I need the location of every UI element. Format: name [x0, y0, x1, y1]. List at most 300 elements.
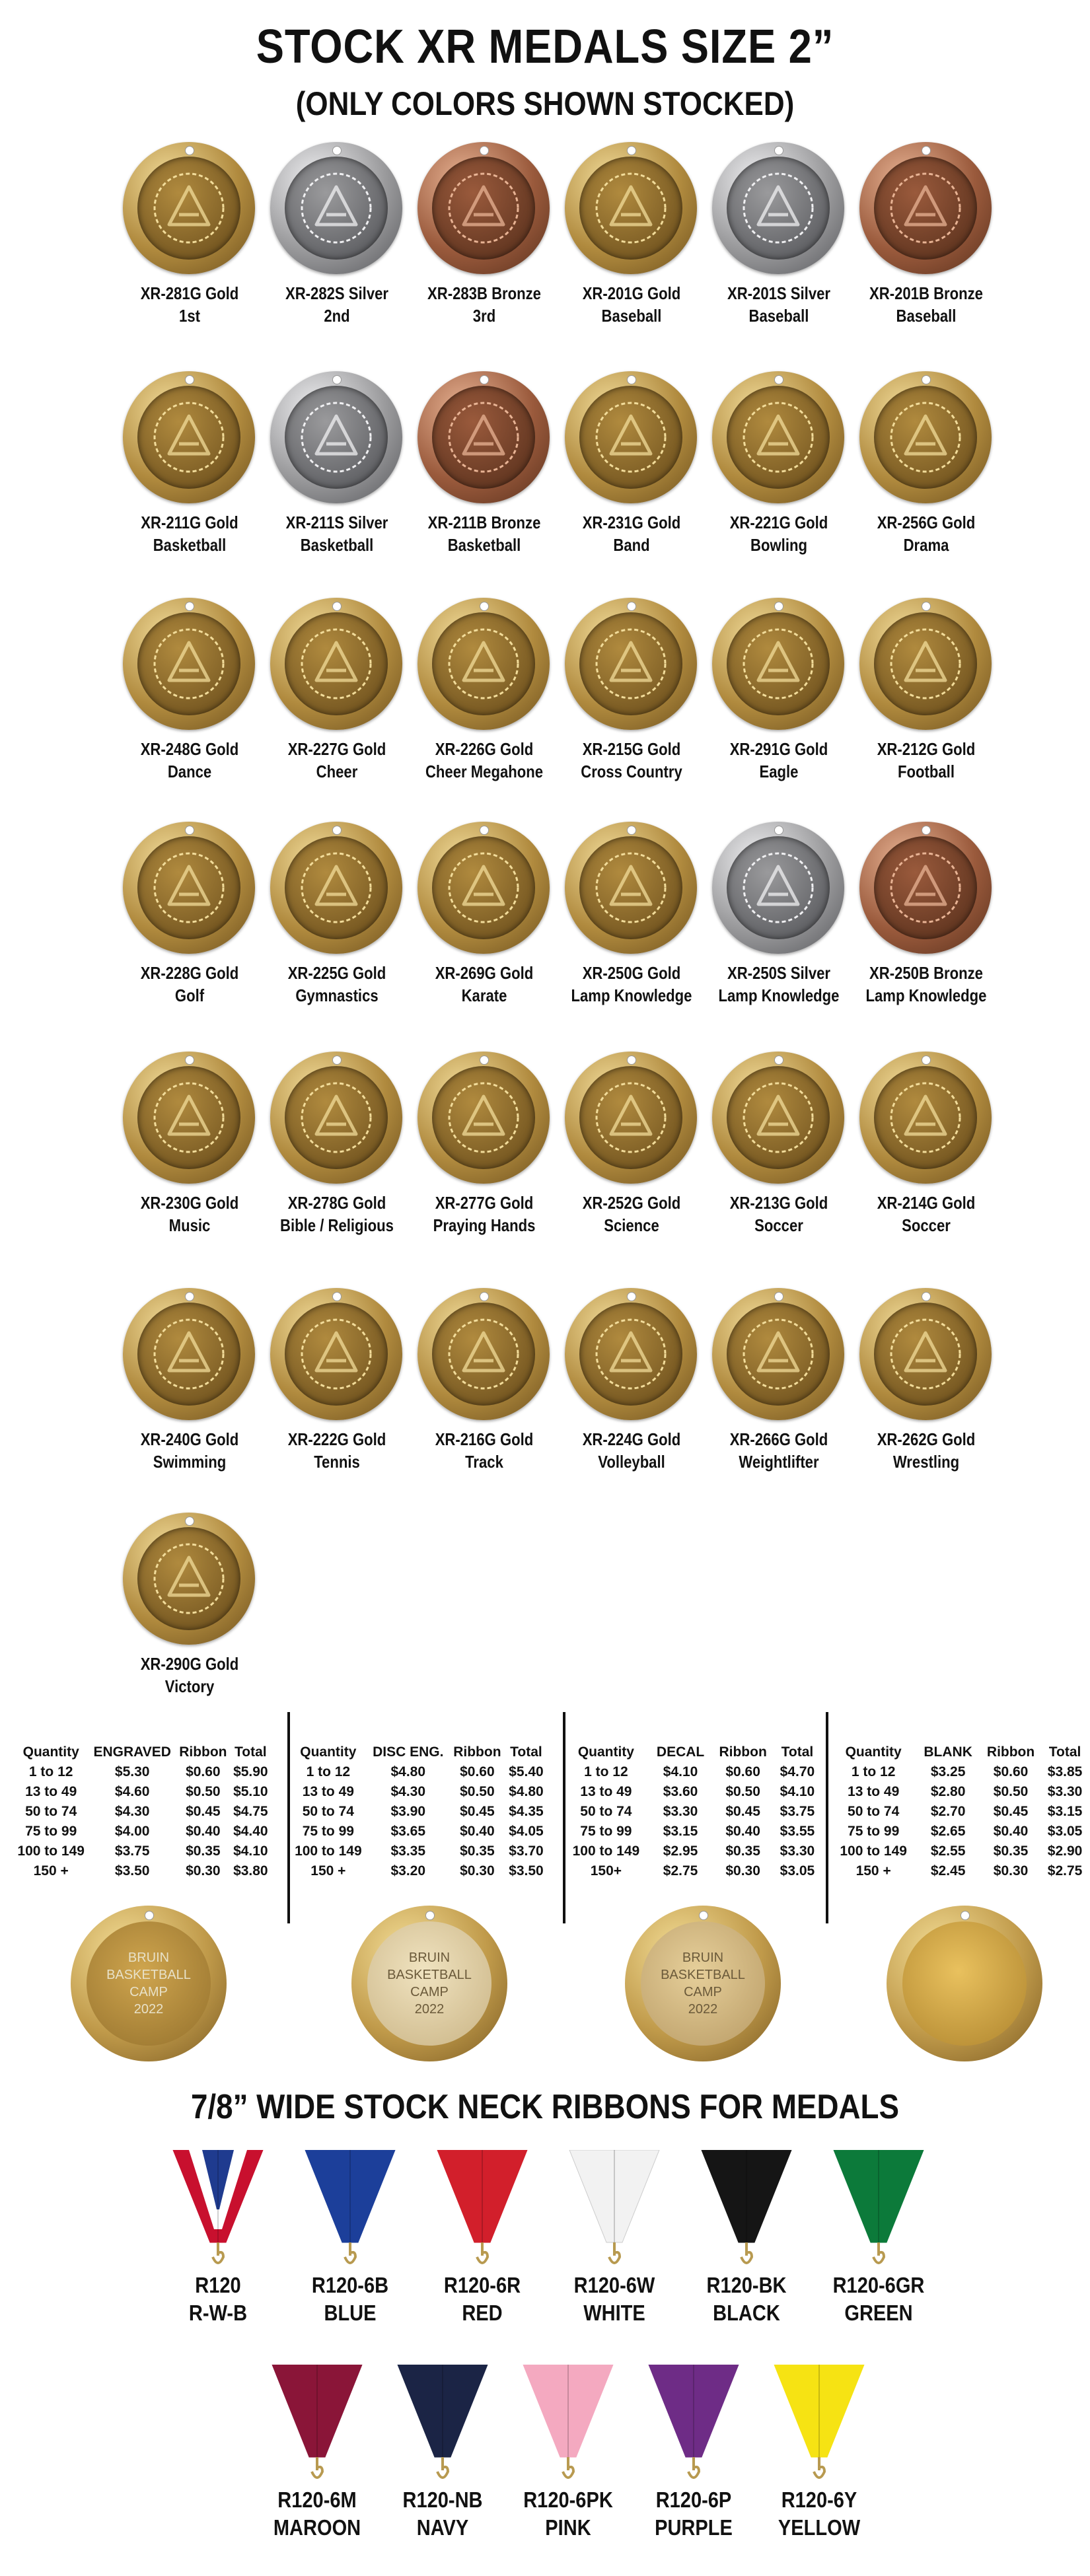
- medal-name: Lamp Knowledge: [571, 985, 692, 1005]
- pricing-row: [289, 1861, 547, 1881]
- ribbons-title: 7/8” WIDE STOCK NECK RIBBONS FOR MEDALS: [190, 2088, 900, 2126]
- pricing-row: [830, 1762, 1088, 1782]
- ribbon-code: R120-6R: [443, 2273, 521, 2297]
- medal-hole: [480, 146, 489, 155]
- pricing-cell: $3.25: [930, 1764, 966, 1779]
- medal-code: XR-213G Gold: [729, 1193, 828, 1213]
- medal-code: XR-215G Gold: [582, 739, 681, 759]
- pricing-row: [830, 1802, 1088, 1822]
- pricing-row: [563, 1762, 820, 1782]
- medal-caption: [856, 511, 997, 556]
- medal-image: [418, 371, 550, 503]
- sample-medal-face: [902, 1921, 1027, 2046]
- baseball-bats-icon: [739, 168, 818, 248]
- pricing-cell: $3.30: [663, 1804, 698, 1819]
- medal-image: [418, 1052, 550, 1184]
- pricing-cell: $5.90: [233, 1764, 268, 1779]
- medal-name: Victory: [164, 1676, 215, 1696]
- ribbon-code: R120-6Y: [781, 2487, 857, 2512]
- medal-name: Baseball: [748, 306, 809, 326]
- ribbon-color-name: PURPLE: [655, 2515, 733, 2540]
- medal-hole: [480, 1292, 489, 1301]
- medal-caption: [414, 511, 555, 556]
- pricing-cell: $0.45: [993, 1804, 1029, 1819]
- pricing-header-cell: Total: [235, 1744, 267, 1760]
- gymnastics-rings-icon: [297, 848, 376, 927]
- pricing-table: [563, 1742, 820, 1881]
- pricing-header-cell: Ribbon: [179, 1744, 227, 1760]
- medal-hole: [480, 375, 489, 384]
- medal-image: [270, 371, 402, 503]
- medal-code: XR-224G Gold: [582, 1429, 681, 1449]
- medal-name: Lamp Knowledge: [718, 985, 840, 1005]
- medal-caption: [120, 511, 260, 556]
- medal-hole: [425, 1911, 435, 1920]
- pricing-cell: $2.80: [930, 1784, 966, 1799]
- pricing-cell: $4.80: [509, 1784, 544, 1799]
- medal-image: [859, 1052, 992, 1184]
- medal-caption: [120, 962, 260, 1007]
- pricing-header-cell: Total: [510, 1744, 542, 1760]
- sample-medal-engraved: [71, 1906, 227, 2061]
- pricing-row: [13, 1822, 271, 1842]
- ribbon-code: R120-6PK: [523, 2487, 613, 2512]
- ribbon-caption: [544, 2272, 684, 2327]
- sample-medal-blank: [887, 1906, 1042, 2061]
- pricing-row: [289, 1802, 547, 1822]
- pricing-cell: $0.30: [186, 1863, 221, 1878]
- medal-image: [859, 822, 992, 954]
- medal-name: Football: [898, 762, 955, 781]
- sample-text-line: BASKETBALL: [387, 1968, 472, 1982]
- medal-image: [859, 142, 992, 274]
- medal-hole: [185, 375, 194, 384]
- pricing-cell: 75 to 99: [302, 1824, 354, 1839]
- medal-hole: [774, 375, 783, 384]
- medal-hole: [332, 375, 342, 384]
- pricing-cell: $4.30: [114, 1804, 150, 1819]
- medal-name: 2nd: [324, 306, 350, 326]
- medal-name: Eagle: [759, 762, 799, 781]
- pricing-cell: $4.40: [233, 1824, 268, 1839]
- medal-caption: [856, 1192, 997, 1236]
- pricing-cell: $2.65: [930, 1824, 966, 1839]
- victory-torch-icon: [149, 1539, 229, 1618]
- medal-hole: [332, 146, 342, 155]
- pricing-header-cell: DECAL: [656, 1744, 705, 1760]
- medal-hole: [145, 1911, 154, 1920]
- pricing-cell: $0.45: [725, 1804, 760, 1819]
- swimmer-icon: [149, 1314, 229, 1394]
- pricing-row: [289, 1822, 547, 1842]
- pricing-cell: $5.30: [114, 1764, 150, 1779]
- pricing-row: [563, 1822, 820, 1842]
- medal-caption: [709, 738, 850, 783]
- music-notes-icon: [149, 1078, 229, 1157]
- pricing-cell: $4.35: [509, 1804, 544, 1819]
- ribbon-caption: [498, 2486, 637, 2542]
- medal-name: Lamp Knowledge: [865, 985, 987, 1005]
- sample-text-line: BRUIN: [408, 1950, 451, 1965]
- pricing-cell: $3.75: [780, 1804, 815, 1819]
- medal-caption: [856, 282, 997, 327]
- medal-hole: [185, 146, 194, 155]
- medal-code: XR-281G Gold: [140, 283, 239, 303]
- pricing-cell: 13 to 49: [25, 1784, 77, 1799]
- medal-name: Tennis: [314, 1452, 360, 1472]
- medal-code: XR-211S Silver: [285, 513, 388, 532]
- track-shoe-icon: [444, 1314, 523, 1394]
- medal-hole: [774, 602, 783, 611]
- pricing-cell: $0.30: [993, 1863, 1029, 1878]
- pricing-header-cell: Quantity: [22, 1744, 79, 1760]
- praying-hands-icon: [444, 1078, 523, 1157]
- ribbon-image: [647, 2365, 740, 2490]
- pricing-cell: $4.10: [780, 1784, 815, 1799]
- pricing-cell: 75 to 99: [848, 1824, 900, 1839]
- medal-image: [270, 598, 402, 730]
- pricing-header-cell: Ribbon: [986, 1744, 1035, 1760]
- medal-image: [712, 142, 844, 274]
- pricing-cell: 50 to 74: [848, 1804, 900, 1819]
- medal-hole: [185, 1517, 194, 1526]
- pricing-cell: $4.10: [233, 1843, 268, 1859]
- medal-code: XR-283B Bronze: [427, 283, 541, 303]
- ribbon-color-name: R-W-B: [188, 2301, 248, 2325]
- pricing-cell: $0.60: [186, 1764, 221, 1779]
- medal-name: Basketball: [153, 535, 227, 555]
- medal-caption: [414, 962, 555, 1007]
- medal-hole: [922, 146, 931, 155]
- medal-image: [565, 1288, 697, 1420]
- science-icon: [591, 1078, 671, 1157]
- medal-image: [712, 371, 844, 503]
- baseball-bats-icon: [591, 168, 671, 248]
- megaphone-icon: [444, 624, 523, 703]
- sample-text-line: BRUIN: [682, 1950, 724, 1965]
- sample-text-line: 2022: [133, 2002, 164, 2017]
- medal-image: [270, 822, 402, 954]
- sample-text-line: CAMP: [129, 1985, 168, 1999]
- medal-hole: [922, 826, 931, 835]
- pricing-row: [13, 1861, 271, 1881]
- medal-code: XR-250S Silver: [727, 963, 831, 983]
- medal-hole: [332, 1055, 342, 1065]
- medal-image: [859, 371, 992, 503]
- medal-name: Baseball: [601, 306, 662, 326]
- medal-name: Basketball: [447, 535, 521, 555]
- soccer-goal-icon: [739, 1078, 818, 1157]
- medal-image: [123, 142, 255, 274]
- pricing-row: [830, 1861, 1088, 1881]
- medal-code: XR-201B Bronze: [869, 283, 983, 303]
- pricing-row: [13, 1762, 271, 1782]
- medal-image: [418, 142, 550, 274]
- pricing-header-cell: Ribbon: [453, 1744, 501, 1760]
- ribbon-color-name: RED: [462, 2301, 503, 2325]
- medal-caption: [856, 738, 997, 783]
- medal-caption: [709, 962, 850, 1007]
- medal-caption: [414, 738, 555, 783]
- medal-name: 1st: [179, 306, 200, 326]
- medal-caption: [709, 1428, 850, 1473]
- tennis-rackets-icon: [297, 1314, 376, 1394]
- ribbon-image: [700, 2150, 793, 2275]
- pricing-cell: 1 to 12: [584, 1764, 628, 1779]
- basketball-hoop-icon: [444, 398, 523, 477]
- medal-code: XR-248G Gold: [140, 739, 239, 759]
- pricing-cell: $3.65: [390, 1824, 426, 1839]
- ribbon-color-name: MAROON: [273, 2515, 361, 2540]
- ribbon-image: [773, 2365, 865, 2490]
- medal-hole: [185, 826, 194, 835]
- pricing-cell: $3.50: [509, 1863, 544, 1878]
- pricing-cell: $2.75: [1047, 1863, 1083, 1878]
- medal-name: Track: [465, 1452, 503, 1472]
- medal-code: XR-269G Gold: [435, 963, 534, 983]
- ribbon-color-name: NAVY: [416, 2515, 469, 2540]
- medal-image: [712, 822, 844, 954]
- medal-name: Karate: [461, 985, 507, 1005]
- medal-hole: [922, 602, 931, 611]
- medal-hole: [627, 146, 636, 155]
- medal-code: XR-240G Gold: [140, 1429, 239, 1449]
- sample-medal-disc: [351, 1906, 507, 2061]
- pricing-cell: 150 +: [855, 1863, 891, 1878]
- medal-image: [123, 371, 255, 503]
- medal-hole: [961, 1911, 970, 1920]
- medal-caption: [562, 1192, 702, 1236]
- pricing-cell: $0.50: [186, 1784, 221, 1799]
- pricing-row: [830, 1822, 1088, 1842]
- medal-name: Baseball: [896, 306, 957, 326]
- pricing-cell: $0.40: [186, 1824, 221, 1839]
- ribbon-image: [522, 2365, 614, 2490]
- medal-name: Basketball: [300, 535, 374, 555]
- medal-hole: [627, 1055, 636, 1065]
- pricing-cell: $0.60: [993, 1764, 1029, 1779]
- pricing-header-row: [563, 1742, 820, 1762]
- pricing-cell: $0.50: [460, 1784, 495, 1799]
- pricing-header-cell: Quantity: [577, 1744, 634, 1760]
- ribbon-color-name: BLACK: [713, 2301, 780, 2325]
- pricing-cell: 100 to 149: [572, 1843, 640, 1859]
- medal-code: XR-230G Gold: [140, 1193, 239, 1213]
- pricing-row: [289, 1782, 547, 1802]
- medal-name: Dance: [167, 762, 212, 781]
- medal-name: 3rd: [472, 306, 496, 326]
- pricing-cell: $3.30: [1047, 1784, 1083, 1799]
- medal-caption: [120, 738, 260, 783]
- pricing-cell: 13 to 49: [302, 1784, 354, 1799]
- medal-caption: [414, 1428, 555, 1473]
- pricing-divider: [826, 1712, 828, 1923]
- medal-code: XR-290G Gold: [140, 1654, 239, 1674]
- pricing-cell: $3.50: [114, 1863, 150, 1878]
- pricing-header-cell: ENGRAVED: [93, 1744, 171, 1760]
- medal-hole: [922, 1292, 931, 1301]
- ribbon-caption: [624, 2486, 763, 2542]
- ribbon-color-name: WHITE: [583, 2301, 645, 2325]
- sample-text-line: BASKETBALL: [106, 1968, 191, 1982]
- pricing-cell: $3.75: [114, 1843, 150, 1859]
- pricing-cell: $0.35: [725, 1843, 760, 1859]
- medal-code: XR-212G Gold: [877, 739, 976, 759]
- medal-hole: [699, 1911, 708, 1920]
- pricing-header-cell: Total: [1048, 1744, 1081, 1760]
- medal-image: [123, 1052, 255, 1184]
- pricing-cell: $0.40: [993, 1824, 1029, 1839]
- medal-image: [123, 1513, 255, 1645]
- ribbon-code: R120-6B: [311, 2273, 389, 2297]
- medal-caption: [120, 1428, 260, 1473]
- ribbon-code: R120-6P: [655, 2487, 732, 2512]
- ribbon-caption: [809, 2272, 948, 2327]
- pricing-row: [13, 1802, 271, 1822]
- pricing-cell: $3.85: [1047, 1764, 1083, 1779]
- pricing-cell: $3.55: [780, 1824, 815, 1839]
- medal-caption: [709, 1192, 850, 1236]
- medal-image: [123, 598, 255, 730]
- pricing-cell: $0.35: [186, 1843, 221, 1859]
- medal-code: XR-211G Gold: [141, 513, 238, 532]
- medal-caption: [414, 1192, 555, 1236]
- pricing-cell: $4.05: [509, 1824, 544, 1839]
- pricing-cell: 1 to 12: [851, 1764, 896, 1779]
- medal-hole: [627, 1292, 636, 1301]
- ribbon-caption: [749, 2486, 889, 2542]
- medal-code: XR-228G Gold: [140, 963, 239, 983]
- ribbon-caption: [412, 2272, 552, 2327]
- pricing-cell: $4.10: [663, 1764, 698, 1779]
- pricing-row: [289, 1842, 547, 1861]
- medal-name: Cheer Megahone: [425, 762, 544, 781]
- medal-image: [418, 822, 550, 954]
- basketball-hoop-icon: [297, 398, 376, 477]
- medal-hole: [332, 826, 342, 835]
- medal-caption: [562, 738, 702, 783]
- medal-hole: [332, 602, 342, 611]
- medal-hole: [922, 1055, 931, 1065]
- pricing-cell: 1 to 12: [28, 1764, 73, 1779]
- pricing-cell: $2.70: [930, 1804, 966, 1819]
- pricing-header-cell: Total: [781, 1744, 814, 1760]
- sample-text-line: BRUIN: [127, 1950, 170, 1965]
- pricing-cell: 75 to 99: [580, 1824, 632, 1839]
- pricing-cell: 50 to 74: [580, 1804, 632, 1819]
- medal-caption: [562, 511, 702, 556]
- pricing-row: [563, 1842, 820, 1861]
- sample-text-line: BASKETBALL: [661, 1968, 745, 1982]
- sample-medal-face: [367, 1921, 491, 2046]
- ribbon-caption: [676, 2272, 816, 2327]
- medal-hole: [185, 1292, 194, 1301]
- medal-hole: [627, 602, 636, 611]
- medal-hole: [185, 602, 194, 611]
- medal-caption: [267, 511, 408, 556]
- medal-caption: [267, 738, 408, 783]
- pricing-cell: $3.05: [780, 1863, 815, 1878]
- pricing-cell: $3.20: [390, 1863, 426, 1878]
- medal-name: Drama: [903, 535, 949, 555]
- lamp-of-knowledge-icon: [739, 848, 818, 927]
- medal-name: Music: [168, 1215, 211, 1235]
- medal-name: Volleyball: [598, 1452, 665, 1472]
- ribbon-image: [271, 2365, 363, 2490]
- pricing-cell: 1 to 12: [306, 1764, 351, 1779]
- ribbon-code: R120: [195, 2273, 241, 2297]
- second-place-icon: [297, 168, 376, 248]
- page-subtitle: (ONLY COLORS SHOWN STOCKED): [295, 85, 795, 122]
- basketball-hoop-icon: [149, 398, 229, 477]
- pricing-cell: 100 to 149: [295, 1843, 362, 1859]
- medal-image: [270, 1052, 402, 1184]
- medal-hole: [627, 826, 636, 835]
- pricing-cell: $4.30: [390, 1784, 426, 1799]
- pricing-cell: 50 to 74: [302, 1804, 354, 1819]
- medal-code: XR-250B Bronze: [869, 963, 983, 983]
- page-title: STOCK XR MEDALS SIZE 2”: [256, 20, 834, 73]
- pricing-cell: $0.30: [725, 1863, 760, 1878]
- pricing-cell: 150+: [590, 1863, 622, 1878]
- ribbon-caption: [373, 2486, 512, 2542]
- medal-hole: [774, 146, 783, 155]
- medal-code: XR-225G Gold: [287, 963, 386, 983]
- medal-code: XR-291G Gold: [729, 739, 828, 759]
- ribbon-color-name: PINK: [545, 2515, 591, 2540]
- ribbon-color-name: GREEN: [844, 2301, 913, 2325]
- sample-medal-face: [641, 1921, 765, 2046]
- pricing-cell: $3.80: [233, 1863, 268, 1878]
- pricing-row: [830, 1842, 1088, 1861]
- medal-image: [565, 822, 697, 954]
- medal-code: XR-231G Gold: [582, 513, 681, 532]
- ribbon-code: R120-6GR: [832, 2273, 925, 2297]
- medal-code: XR-214G Gold: [877, 1193, 976, 1213]
- medal-caption: [414, 282, 555, 327]
- medal-code: XR-221G Gold: [729, 513, 828, 532]
- ribbon-code: R120-NB: [402, 2487, 483, 2512]
- pricing-cell: $3.05: [1047, 1824, 1083, 1839]
- pricing-cell: $4.80: [390, 1764, 426, 1779]
- pricing-cell: 13 to 49: [848, 1784, 900, 1799]
- medal-caption: [709, 282, 850, 327]
- pricing-cell: $2.95: [663, 1843, 698, 1859]
- medal-code: XR-277G Gold: [435, 1193, 534, 1213]
- medal-caption: [856, 962, 997, 1007]
- ribbon-caption: [280, 2272, 419, 2327]
- pricing-header-cell: DISC ENG.: [373, 1744, 444, 1760]
- pricing-header-row: [13, 1742, 271, 1762]
- ribbon-code: R120-6M: [277, 2487, 357, 2512]
- medal-code: XR-256G Gold: [877, 513, 976, 532]
- medal-caption: [562, 962, 702, 1007]
- pricing-header-cell: Quantity: [845, 1744, 902, 1760]
- medal-code: XR-216G Gold: [435, 1429, 534, 1449]
- ribbon-image: [396, 2365, 489, 2490]
- medal-caption: [267, 962, 408, 1007]
- pricing-cell: 150 +: [310, 1863, 346, 1878]
- medal-caption: [709, 511, 850, 556]
- medal-name: Gymnastics: [295, 985, 379, 1005]
- medal-hole: [922, 375, 931, 384]
- pricing-cell: $0.30: [460, 1863, 495, 1878]
- medal-caption: [562, 1428, 702, 1473]
- ribbon-caption: [148, 2272, 287, 2327]
- medal-name: Praying Hands: [433, 1215, 536, 1235]
- medal-code: XR-211B Bronze: [427, 513, 541, 532]
- pricing-cell: $3.15: [663, 1824, 698, 1839]
